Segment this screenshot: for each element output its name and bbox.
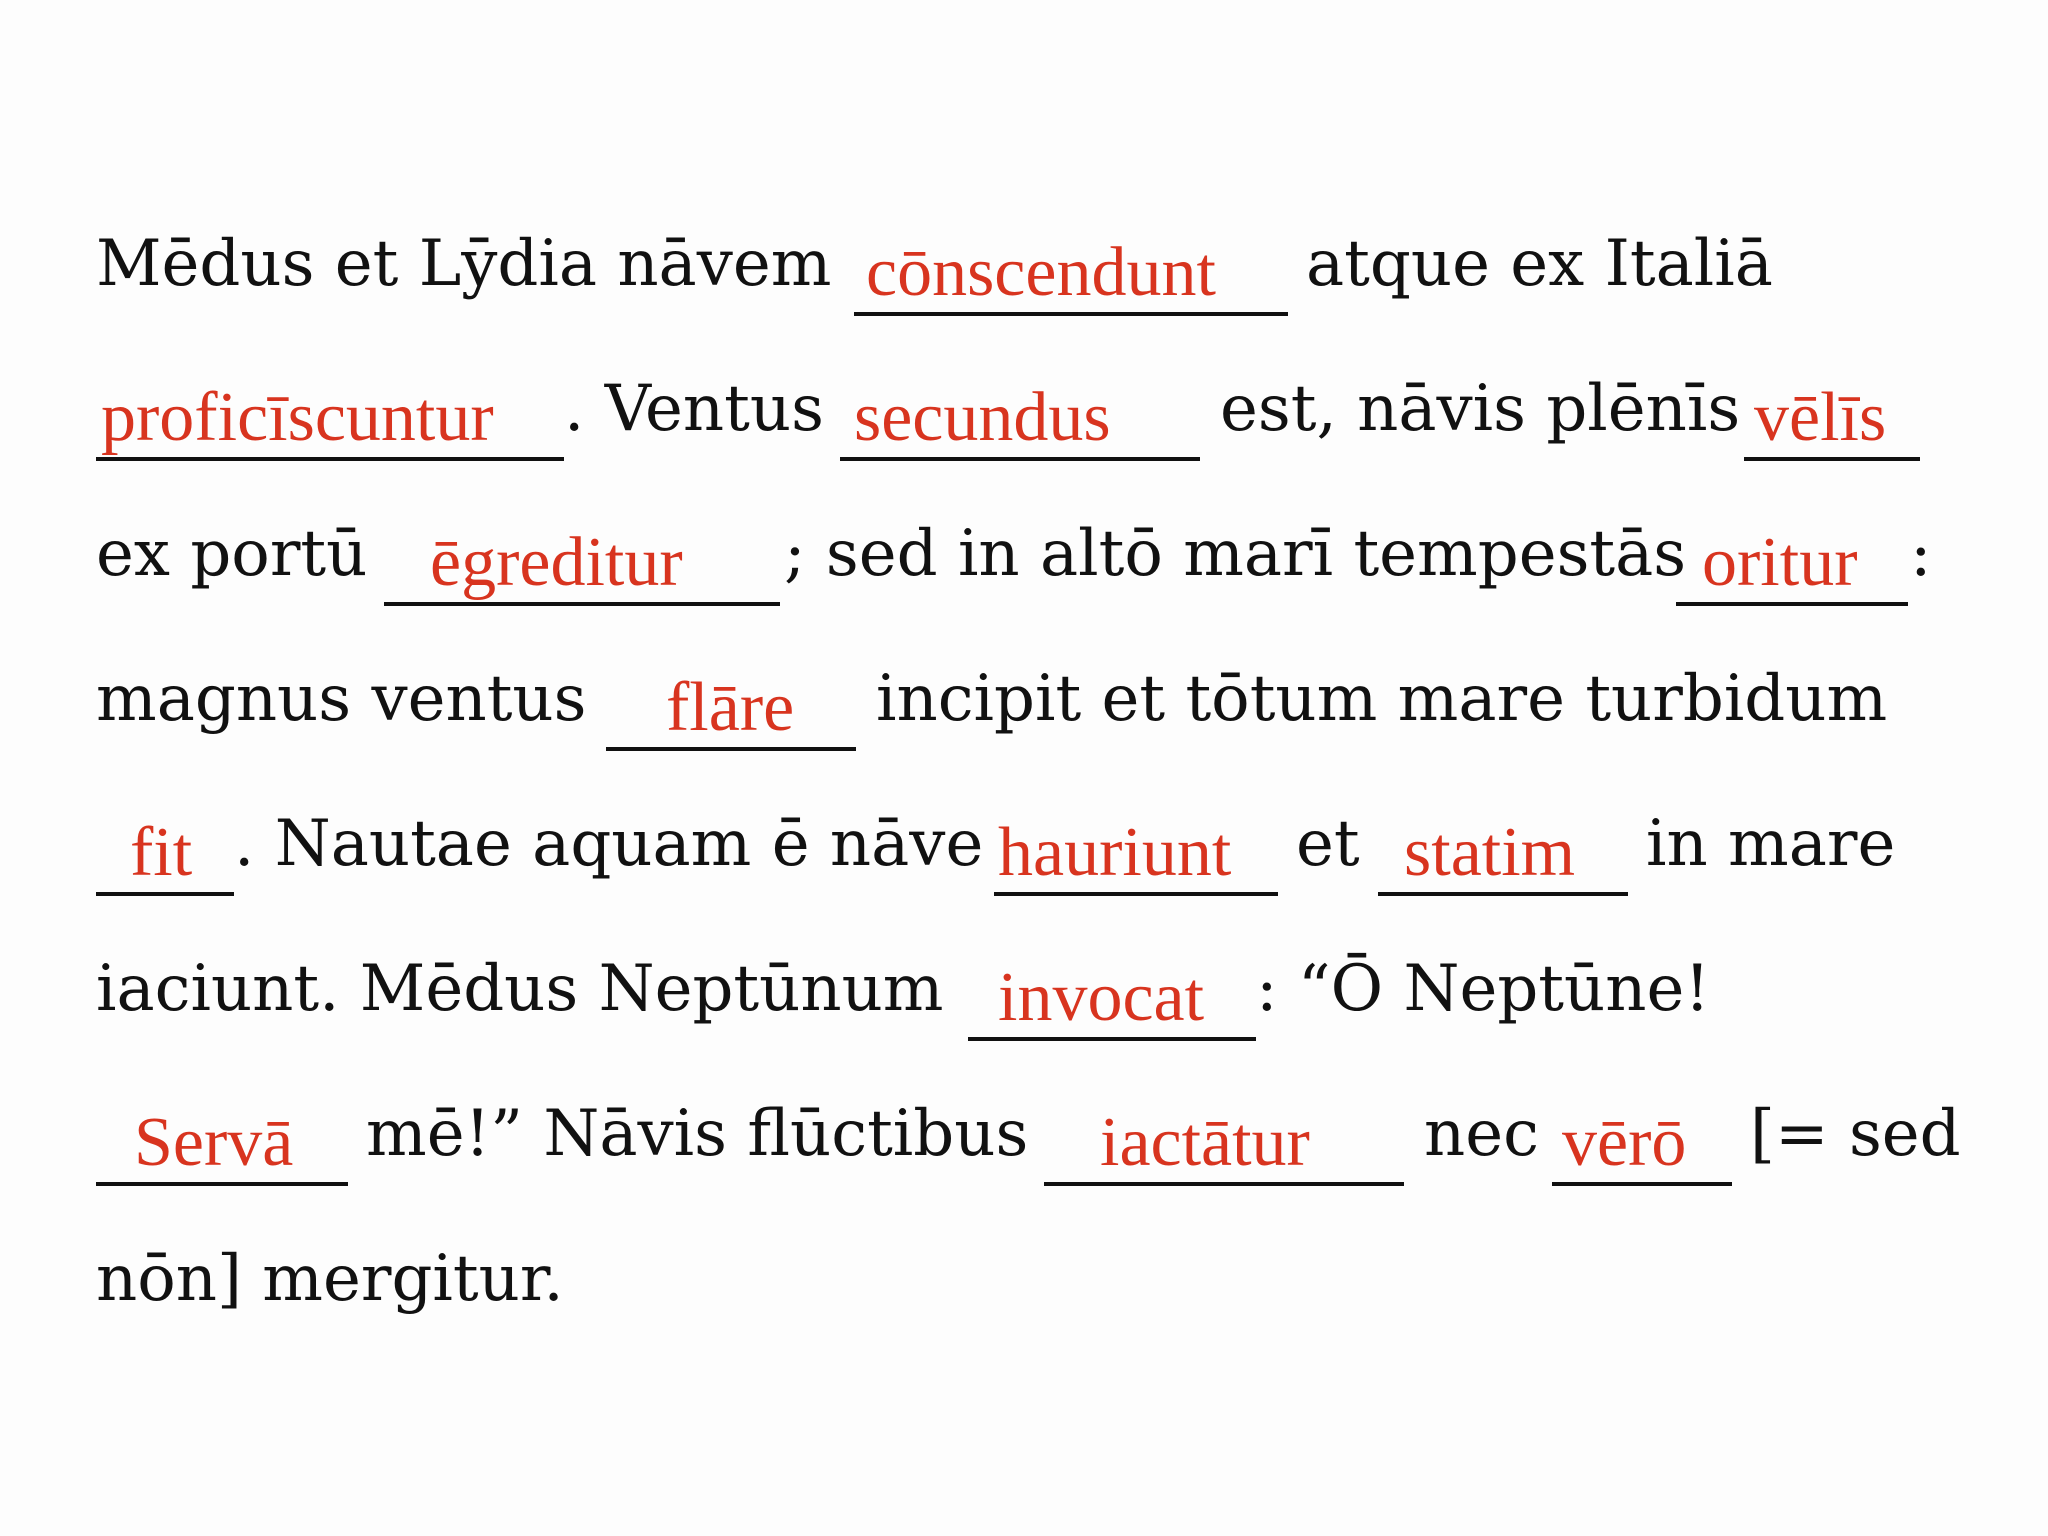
answer-text: fit [130,814,193,891]
answer-blank [96,812,234,896]
answer-blank [854,232,1288,316]
answer-blank [384,522,780,606]
static-text: [= sed [1750,1097,1961,1171]
answer-blank [1744,377,1920,461]
answer-blank [994,812,1278,896]
answer-blank [840,377,1200,461]
answer-text: oritur [1702,524,1858,601]
answer-text: Servā [134,1104,294,1181]
static-text: : “Ō Neptūne! [1256,952,1711,1026]
answer-text: secundus [854,379,1111,456]
answer-blank [1044,1102,1404,1186]
answer-text: invocat [998,959,1205,1036]
static-text: et [1296,807,1360,881]
static-text: magnus ventus [96,662,587,736]
answer-text: vēlīs [1754,379,1887,456]
static-text: . Nautae aquam ē nāve [234,807,984,881]
answer-blank [968,957,1256,1041]
answer-text: proficīscuntur [101,379,494,456]
static-text: ex portū [96,517,368,591]
answer-blank [1378,812,1628,896]
static-text: nec [1424,1097,1539,1171]
static-text: in mare [1646,807,1896,881]
static-text: est, nāvis plēnīs [1220,372,1741,446]
answer-blank [606,667,856,751]
static-text: mē!” Nāvis flūctibus [366,1097,1029,1171]
static-text: nōn] mergitur. [96,1242,564,1316]
answer-text: iactātur [1100,1104,1310,1181]
static-text: atque ex Italiā [1306,227,1773,301]
answer-text: statim [1404,814,1576,891]
answer-blank [96,1102,348,1186]
static-text: iaciunt. Mēdus Neptūnum [96,952,944,1026]
answer-text: cōnscendunt [866,234,1216,311]
static-text: Mēdus et Lȳdia nāvem [96,227,832,301]
static-text: incipit et tōtum mare turbidum [876,662,1888,736]
static-text: : [1910,517,1932,591]
answer-text: ēgreditur [430,524,683,601]
answer-blank [96,377,564,461]
static-text: ; sed in altō marī tempestās [784,517,1687,591]
answer-text: vērō [1562,1104,1687,1181]
static-text: . Ventus [564,372,824,446]
answer-blank [1552,1102,1732,1186]
answer-text: flāre [666,669,795,746]
answer-blank [1676,522,1908,606]
answer-text: hauriunt [998,814,1232,891]
